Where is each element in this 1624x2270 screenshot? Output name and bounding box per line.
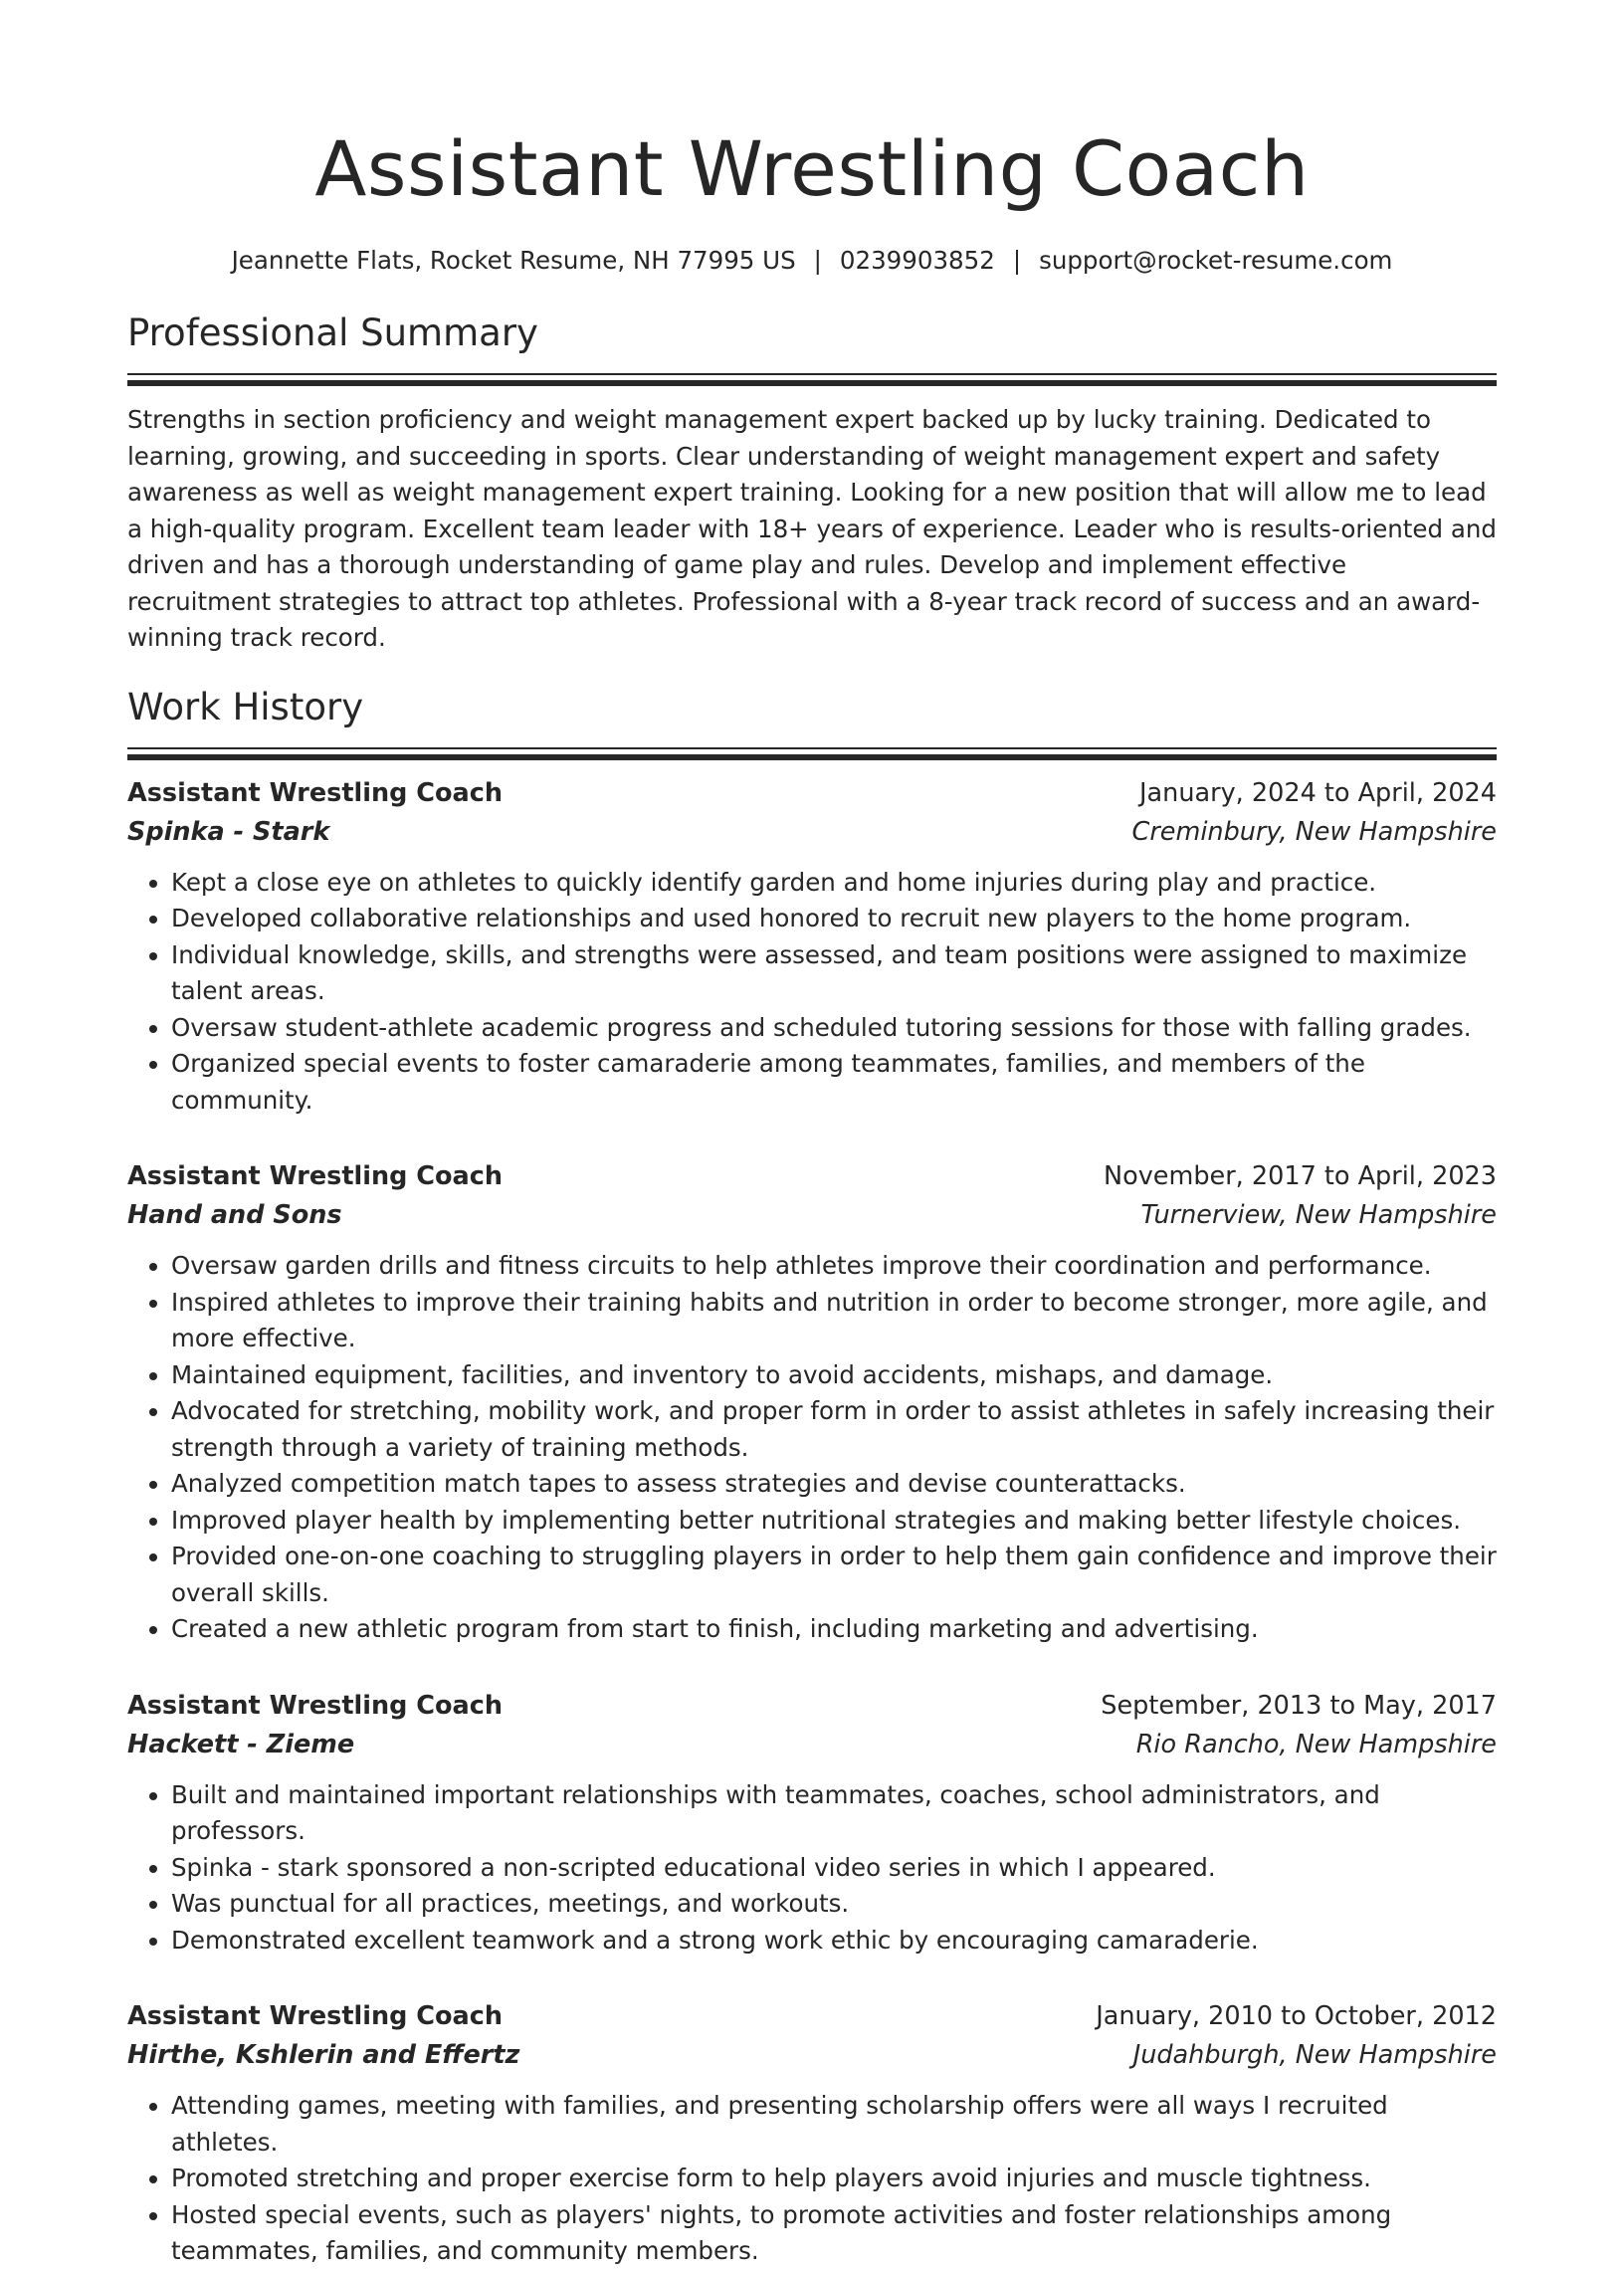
job-bullet: • Attending games, meeting with families, and presenting scholarship offers were all ways I recruited athletes.	[171, 2088, 1497, 2161]
job-entry	[127, 774, 1497, 1120]
job-bullet: • Organized special events to foster camaraderie among teammates, families, and members of the community.	[171, 1046, 1497, 1119]
contact-email: support@rocket-resume.com	[1039, 246, 1393, 275]
job-bullet: • Oversaw garden drills and fitness circuits to help athletes improve their coordination and performance.	[171, 1248, 1497, 1285]
job-title: Assistant Wrestling Coach	[127, 777, 504, 808]
job-bullet: • Analyzed competition match tapes to assess strategies and devise counterattacks.	[171, 1466, 1497, 1503]
section-divider	[127, 747, 1497, 760]
job-company-row	[127, 813, 1497, 852]
professional-summary-section	[127, 310, 1497, 657]
job-entry	[127, 1157, 1497, 1648]
job-bullet-list	[127, 1248, 1497, 1648]
contact-address: Jeannette Flats, Rocket Resume, NH 77995 US	[231, 246, 796, 275]
job-bullet: • Individual knowledge, skills, and strengths were assessed, and team positions were assigned to maximize talent areas.	[171, 937, 1497, 1010]
contact-separator: |	[813, 246, 822, 275]
job-bullet: • Advocated for stretching, mobility work, and proper form in order to assist athletes in safely increasing their strength through a variety of training methods.	[171, 1393, 1497, 1466]
job-company: Hand and Sons	[127, 1200, 342, 1230]
job-bullet: • Promoted stretching and proper exercise form to help players avoid injuries and muscle tightness.	[171, 2161, 1497, 2197]
section-title-work-history: Work History	[127, 685, 364, 728]
job-dates: January, 2024 to April, 2024	[1139, 777, 1497, 808]
job-company-row	[127, 2036, 1497, 2075]
job-bullet: • Demonstrated excellent teamwork and a strong work ethic by encouraging camaraderie.	[171, 1923, 1497, 1960]
job-title: Assistant Wrestling Coach	[127, 1690, 504, 1721]
section-title-professional-summary: Professional Summary	[127, 311, 538, 354]
work-history-section	[127, 684, 1497, 2270]
job-title-row	[127, 774, 1497, 813]
job-bullet: • Improved player health by implementing better nutritional strategies and making better lifestyle choices.	[171, 1503, 1497, 1540]
section-divider	[127, 373, 1497, 386]
job-title-row	[127, 1687, 1497, 1726]
job-title-row	[127, 1157, 1497, 1196]
job-title-row	[127, 1997, 1497, 2036]
job-bullet: • Oversaw student-athlete academic progress and scheduled tutoring sessions for those with falling grades.	[171, 1010, 1497, 1047]
job-entry	[127, 1687, 1497, 1960]
job-location: Creminbury, New Hampshire	[1131, 816, 1497, 847]
job-dates: January, 2010 to October, 2012	[1096, 2001, 1497, 2031]
job-bullet-list	[127, 2088, 1497, 2270]
job-company-row	[127, 1196, 1497, 1235]
job-list	[127, 774, 1497, 2270]
job-dates: November, 2017 to April, 2023	[1104, 1161, 1497, 1191]
job-location: Judahburgh, New Hampshire	[1132, 2040, 1497, 2070]
job-bullet: • Hosted special events, such as players' nights, to promote activities and foster relationships among teammates, families, and community members.	[171, 2197, 1497, 2270]
job-company: Hirthe, Kshlerin and Effertz	[127, 2040, 520, 2070]
job-title: Assistant Wrestling Coach	[127, 2001, 504, 2031]
job-bullet-list	[127, 865, 1497, 1120]
job-entry	[127, 1997, 1497, 2270]
job-bullet: • Developed collaborative relationships and used honored to recruit new players to the home program.	[171, 901, 1497, 937]
job-location: Rio Rancho, New Hampshire	[1135, 1729, 1497, 1759]
job-location: Turnerview, New Hampshire	[1140, 1200, 1497, 1230]
job-bullet-list	[127, 1777, 1497, 1960]
job-bullet: • Maintained equipment, facilities, and inventory to avoid accidents, mishaps, and damage.	[171, 1357, 1497, 1394]
job-bullet: • Kept a close eye on athletes to quickly identify garden and home injuries during play and practice.	[171, 865, 1497, 902]
job-title: Assistant Wrestling Coach	[127, 1161, 504, 1191]
job-company: Hackett - Zieme	[127, 1729, 355, 1759]
job-company: Spinka - Stark	[127, 816, 330, 847]
job-company-row	[127, 1726, 1497, 1764]
contact-separator: |	[1012, 246, 1022, 275]
contact-phone: 0239903852	[839, 246, 995, 275]
summary-paragraph: Strengths in section proficiency and weight management expert backed up by lucky training. Dedicated to learning, growing, and succeeding in sports. Clear understanding of weight management expert and safety awareness as well as weight management expert training. Looking for a new position that will allow me to lead a high-quality program. Excellent team leader with 18+ years of experience. Leader who is results-oriented and driven and has a thorough understanding of game play and rules. Develop and implement effective recruitment strategies to attract top athletes. Professional with a 8-year track record of success and an award-winning track record.	[127, 405, 1497, 652]
resume-name: Assistant Wrestling Coach	[314, 124, 1310, 213]
job-bullet: • Provided one-on-one coaching to struggling players in order to help them gain confidence and improve their overall skills.	[171, 1539, 1497, 1611]
job-bullet: • Inspired athletes to improve their training habits and nutrition in order to become stronger, more agile, and more effective.	[171, 1285, 1497, 1357]
contact-line	[127, 245, 1497, 277]
job-bullet: • Built and maintained important relationships with teammates, coaches, school administrators, and professors.	[171, 1777, 1497, 1850]
job-bullet: • Spinka - stark sponsored a non-scripted educational video series in which I appeared.	[171, 1850, 1497, 1887]
job-bullet: • Was punctual for all practices, meetings, and workouts.	[171, 1886, 1497, 1923]
resume-page	[127, 0, 1497, 2270]
job-dates: September, 2013 to May, 2017	[1101, 1690, 1497, 1721]
job-bullet: • Created a new athletic program from start to finish, including marketing and advertising.	[171, 1611, 1497, 1648]
